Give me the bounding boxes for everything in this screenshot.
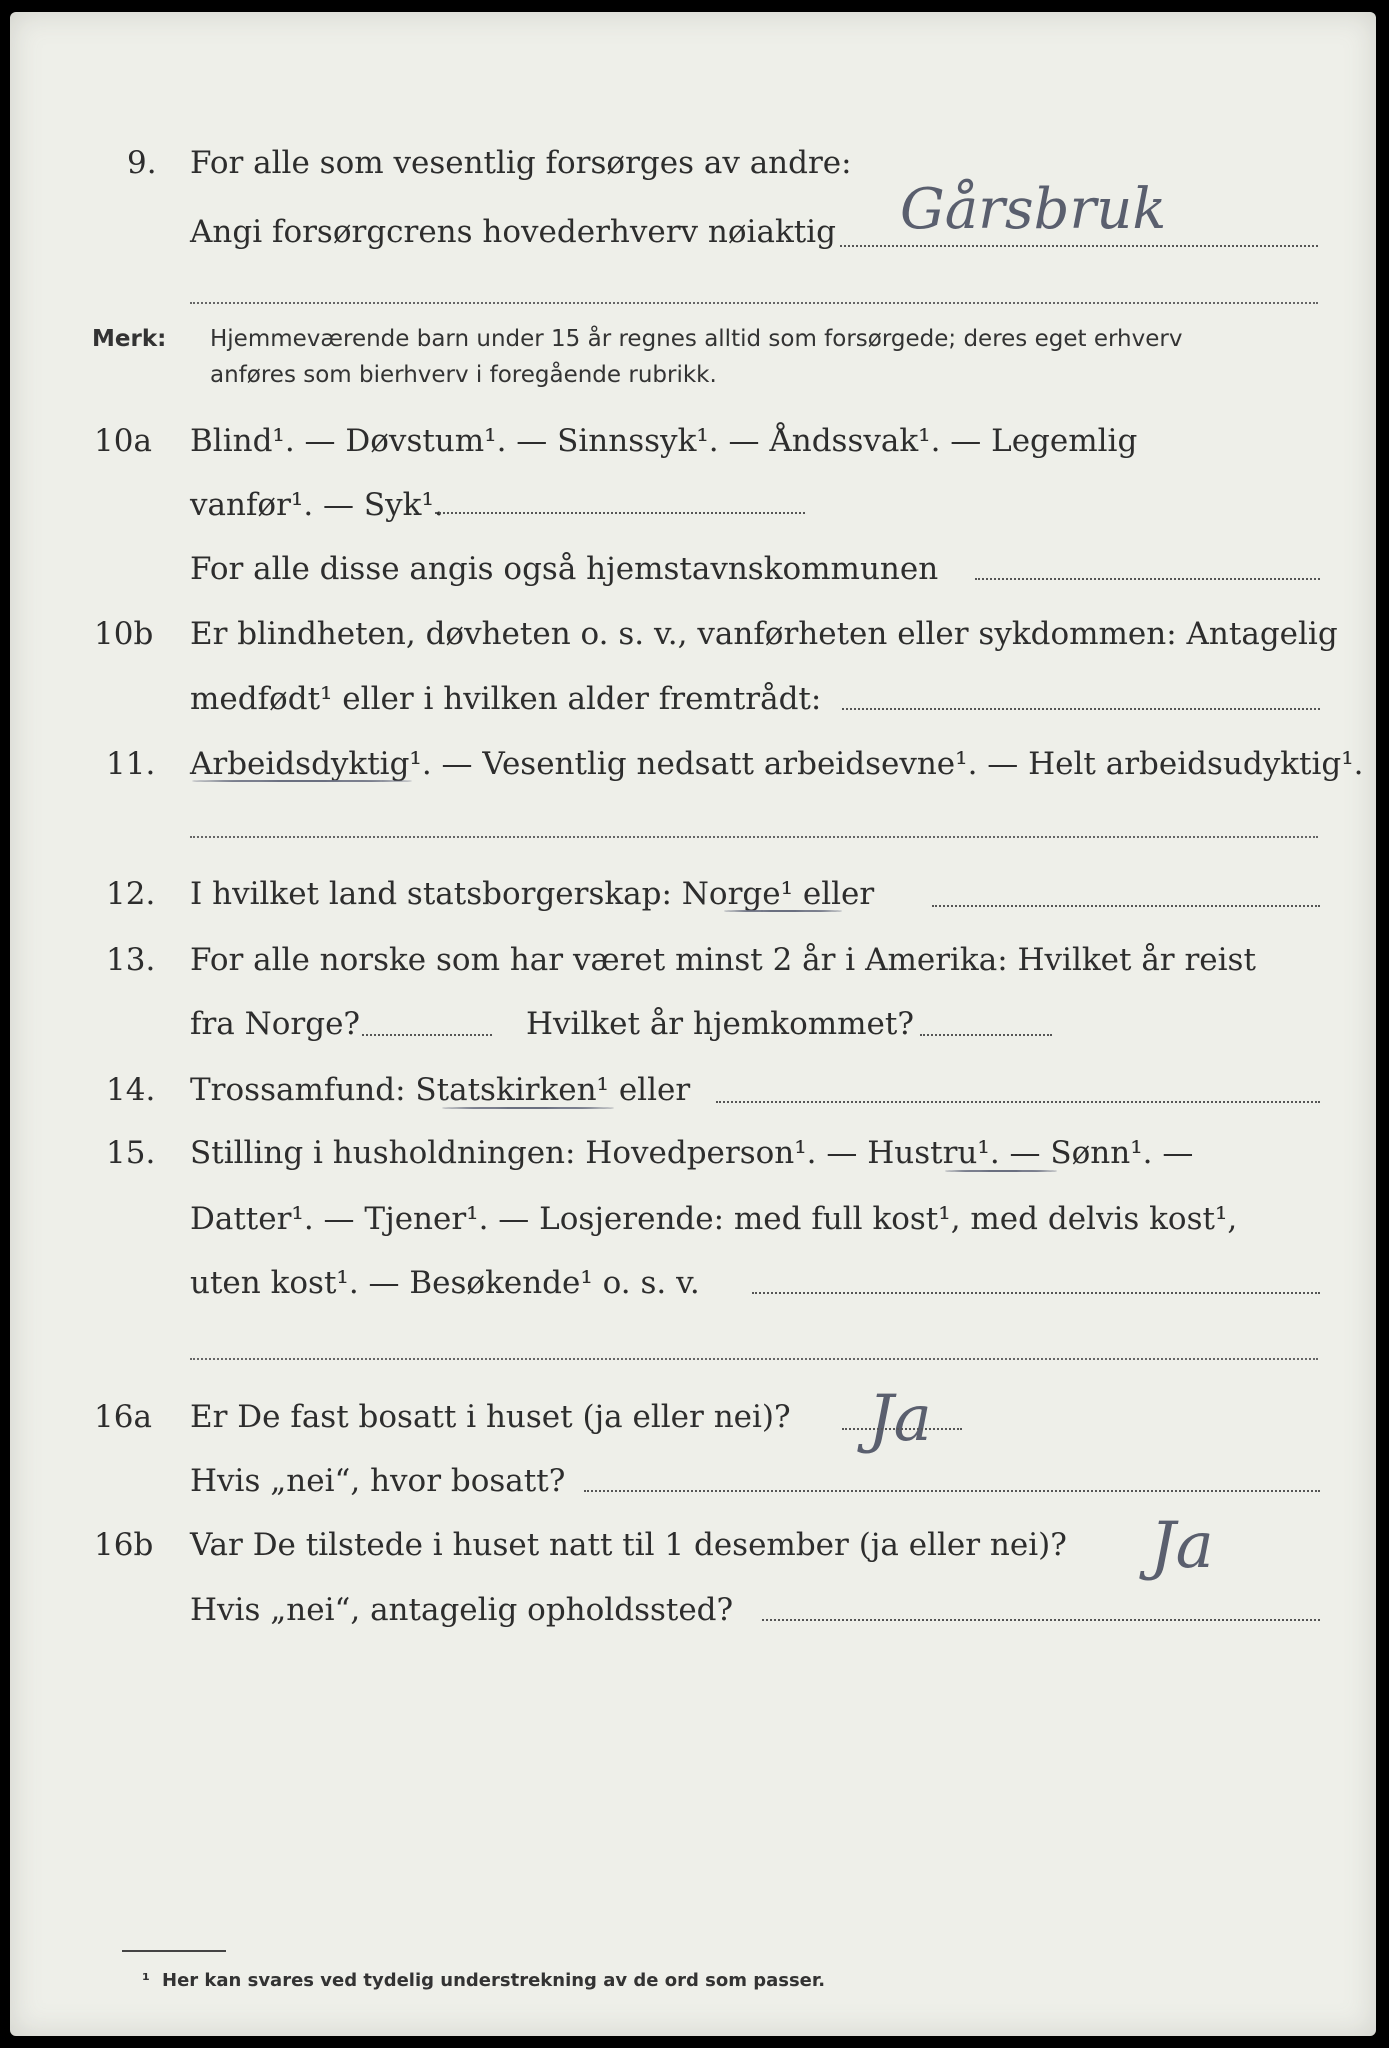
q11-extra-line bbox=[190, 836, 1318, 838]
q10b-line2: medfødt¹ eller i hvilken alder fremtrådt: bbox=[190, 681, 822, 717]
q12-answer-line bbox=[932, 905, 1320, 907]
q15-extra-line bbox=[190, 1358, 1318, 1360]
q11-handwritten-underline bbox=[192, 780, 412, 782]
q15-line3: uten kost¹. — Besøkende¹ o. s. v. bbox=[190, 1265, 700, 1301]
q13-line2b: Hvilket år hjemkommet? bbox=[526, 1006, 914, 1042]
q10a-line2: vanfør¹. — Syk¹. bbox=[190, 487, 444, 523]
q11-text: Arbeidsdyktig¹. — Vesentlig nedsatt arbeidsevne¹. — Helt arbeidsudyktig¹. bbox=[190, 746, 1364, 782]
q12-number: 12. bbox=[106, 876, 156, 912]
q10b-line1: Er blindheten, døvheten o. s. v., vanførheten eller sykdommen: Antagelig bbox=[190, 616, 1338, 652]
q15-number: 15. bbox=[106, 1135, 156, 1171]
merk-line1: Hjemmeværende barn under 15 år regnes alltid som forsørgede; deres eget erhverv bbox=[210, 326, 1183, 352]
q16b-oppholdssted-line bbox=[762, 1619, 1320, 1621]
q13-line2a: fra Norge? bbox=[190, 1006, 361, 1042]
q16a-bosatt-line bbox=[584, 1490, 1320, 1492]
q15-handwritten-underline bbox=[945, 1170, 1057, 1172]
q15-answer-line bbox=[752, 1292, 1320, 1294]
q10a-line3: For alle disse angis også hjemstavnskommunen bbox=[190, 551, 939, 587]
q13-reist-line bbox=[362, 1034, 492, 1036]
q13-number: 13. bbox=[106, 942, 156, 978]
q16b-number: 16b bbox=[94, 1527, 154, 1563]
census-form-page bbox=[10, 12, 1376, 2036]
q14-handwritten-underline bbox=[442, 1107, 614, 1109]
q14-text: Trossamfund: Statskirken¹ eller bbox=[190, 1072, 691, 1108]
q10a-number: 10a bbox=[94, 423, 152, 459]
q16a-line2: Hvis „nei“, hvor bosatt? bbox=[190, 1463, 566, 1499]
q15-line2: Datter¹. — Tjener¹. — Losjerende: med full kost¹, med delvis kost¹, bbox=[190, 1201, 1238, 1237]
q12-handwritten-underline bbox=[724, 910, 842, 912]
q12-text: I hvilket land statsborgerskap: Norge¹ eller bbox=[190, 876, 875, 912]
q16b-line2: Hvis „nei“, antagelig opholdssted? bbox=[190, 1592, 734, 1628]
q14-answer-line bbox=[716, 1101, 1320, 1103]
merk-line2: anføres som bierhverv i foregående rubrikk. bbox=[210, 362, 717, 388]
footnote-mark: ¹ bbox=[142, 1970, 150, 1991]
q13-hjemkommet-line bbox=[920, 1034, 1052, 1036]
q16b-line1: Var De tilstede i huset natt til 1 desember (ja eller nei)? bbox=[190, 1527, 1067, 1563]
q9-number: 9. bbox=[127, 145, 157, 181]
q16a-answer-line bbox=[842, 1428, 962, 1430]
q13-line1: For alle norske som har været minst 2 år i Amerika: Hvilket år reist bbox=[190, 942, 1256, 978]
q16a-handwritten-answer: Ja bbox=[868, 1382, 932, 1456]
q15-line1: Stilling i husholdningen: Hovedperson¹. — Hustru¹. — Sønn¹. — bbox=[190, 1135, 1194, 1171]
q10a-line1: Blind¹. — Døvstum¹. — Sinnssyk¹. — Åndssvak¹. — Legemlig bbox=[190, 423, 1138, 459]
q9-handwritten-answer: Gårsbruk bbox=[900, 177, 1167, 242]
q16b-handwritten-answer: Ja bbox=[1150, 1509, 1214, 1583]
q16a-line1: Er De fast bosatt i huset (ja eller nei)? bbox=[190, 1399, 791, 1435]
q9-line1: For alle som vesentlig forsørges av andre: bbox=[190, 145, 852, 181]
q9-answer-line bbox=[840, 245, 1318, 247]
q10b-answer-line bbox=[842, 708, 1320, 710]
q14-number: 14. bbox=[106, 1072, 156, 1108]
q11-number: 11. bbox=[106, 746, 156, 782]
merk-label: Merk: bbox=[92, 326, 167, 352]
q10a-syk-line bbox=[435, 512, 805, 514]
q10b-number: 10b bbox=[94, 616, 154, 652]
q16a-number: 16a bbox=[94, 1399, 152, 1435]
footnote-rule bbox=[122, 1950, 226, 1952]
footnote-text: Her kan svares ved tydelig understrekning av de ord som passer. bbox=[162, 1970, 826, 1991]
q10a-hjemstavn-line bbox=[975, 578, 1320, 580]
q9-extra-line bbox=[190, 302, 1318, 304]
q9-line2: Angi forsørgcrens hovederhverv nøiaktig bbox=[190, 214, 836, 250]
